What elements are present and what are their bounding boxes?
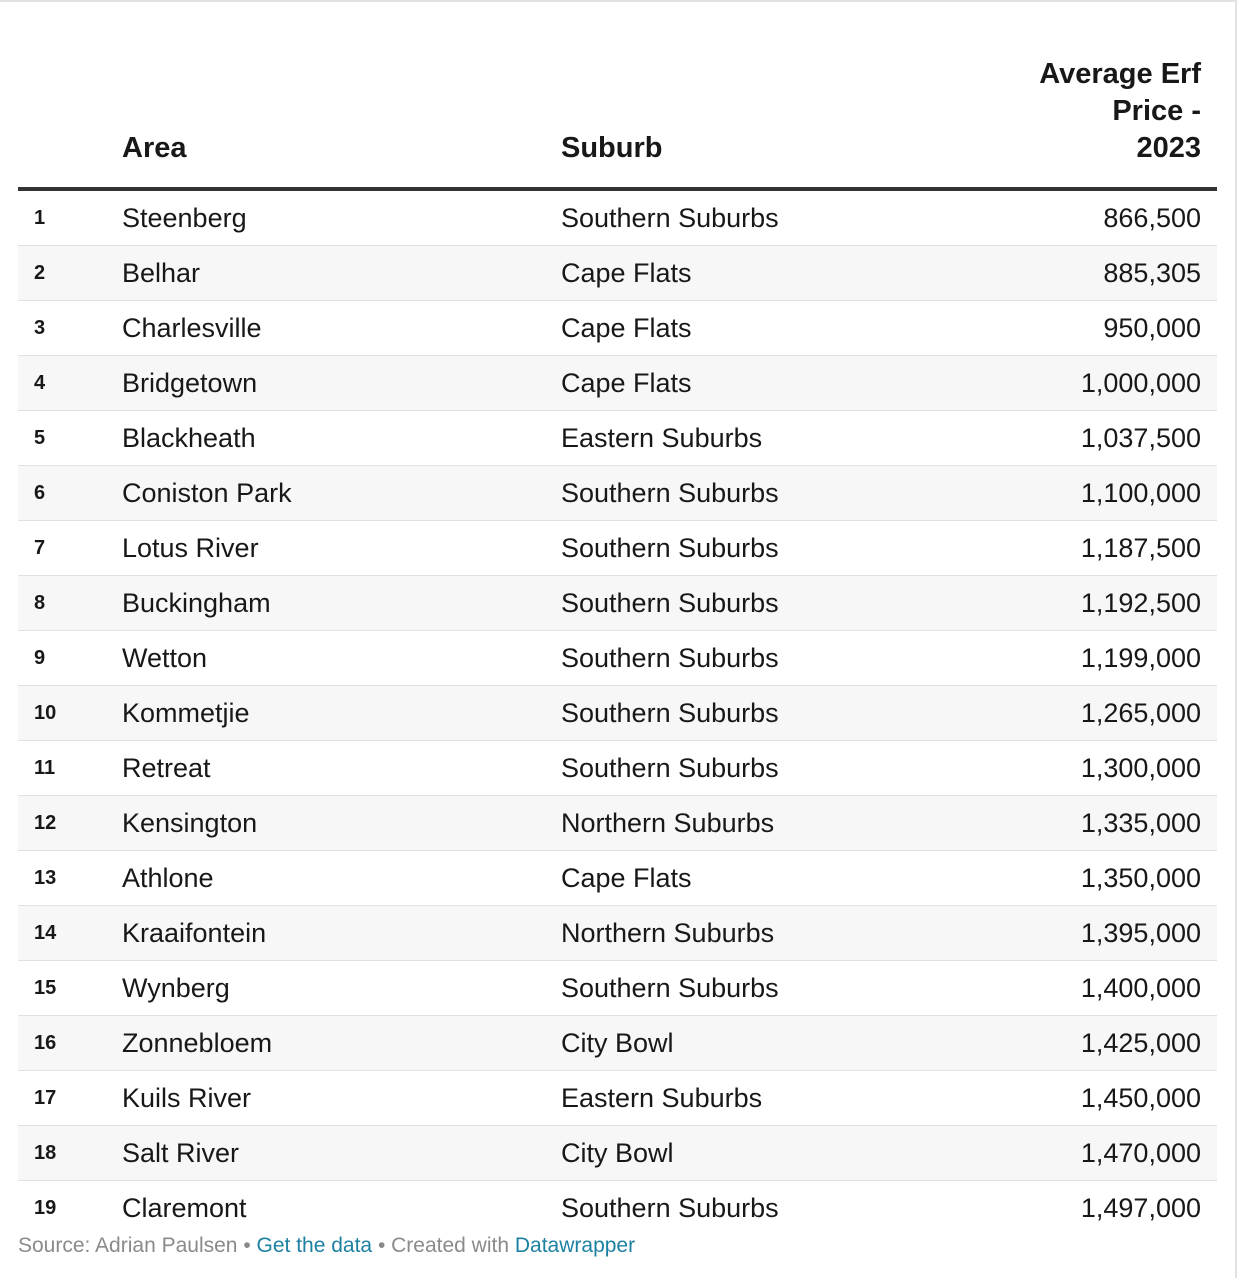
cell-suburb: Cape Flats <box>561 851 961 906</box>
cell-rank: 4 <box>18 356 122 411</box>
cell-suburb: City Bowl <box>561 1126 961 1181</box>
cell-area: Belhar <box>122 246 561 301</box>
cell-area: Lotus River <box>122 521 561 576</box>
column-header-suburb[interactable]: Suburb <box>561 56 961 189</box>
table-row <box>18 246 1217 301</box>
footer-source: Source: Adrian Paulsen <box>18 1234 238 1257</box>
column-header-price[interactable] <box>961 56 1217 189</box>
table-row <box>18 741 1217 796</box>
cell-price: 1,187,500 <box>961 521 1217 576</box>
cell-price: 1,199,000 <box>961 631 1217 686</box>
cell-price: 1,192,500 <box>961 576 1217 631</box>
cell-price: 866,500 <box>961 189 1217 246</box>
cell-suburb: Southern Suburbs <box>561 466 961 521</box>
table-row <box>18 1071 1217 1126</box>
cell-suburb: Southern Suburbs <box>561 189 961 246</box>
cell-rank: 7 <box>18 521 122 576</box>
cell-area: Claremont <box>122 1192 247 1223</box>
cell-price: 1,265,000 <box>961 686 1217 741</box>
cell-price: 1,400,000 <box>961 961 1217 1016</box>
cell-area: Wynberg <box>122 961 561 1016</box>
cell-suburb: Eastern Suburbs <box>561 411 961 466</box>
cell-rank: 19 <box>34 1196 57 1219</box>
cell-suburb: Southern Suburbs <box>561 631 961 686</box>
table-row <box>18 796 1217 851</box>
cell-rank: 15 <box>18 961 122 1016</box>
table-body <box>18 189 1217 1235</box>
cell-area: Bridgetown <box>122 356 561 411</box>
get-the-data-link[interactable]: Get the data <box>256 1234 373 1257</box>
table-row <box>18 686 1217 741</box>
cell-price: 885,305 <box>961 246 1217 301</box>
table-row <box>18 851 1217 906</box>
cell-rank: 16 <box>18 1016 122 1071</box>
cell-suburb: Southern Suburbs <box>561 576 961 631</box>
datawrapper-link[interactable]: Datawrapper <box>514 1234 636 1257</box>
footer-created-with: Created with <box>391 1234 510 1257</box>
cell-area: Retreat <box>122 741 561 796</box>
table-row <box>18 961 1217 1016</box>
cell-rank: 1 <box>18 189 122 246</box>
cell-price: 950,000 <box>961 301 1217 356</box>
cell-area: Kommetjie <box>122 686 561 741</box>
cell-area: Kuils River <box>122 1071 561 1126</box>
cell-rank: 13 <box>18 851 122 906</box>
cell-suburb: Southern Suburbs <box>561 1192 779 1223</box>
cell-area: Charlesville <box>122 301 561 356</box>
cell-area: Steenberg <box>122 189 561 246</box>
cell-rank: 6 <box>18 466 122 521</box>
cell-suburb: Southern Suburbs <box>561 686 961 741</box>
cell-price: 1,395,000 <box>961 906 1217 961</box>
table-header-row <box>18 56 1217 189</box>
cell-suburb: Southern Suburbs <box>561 741 961 796</box>
cell-price: 1,037,500 <box>961 411 1217 466</box>
cell-suburb: Cape Flats <box>561 356 961 411</box>
table-row <box>18 631 1217 686</box>
cell-rank: 2 <box>18 246 122 301</box>
table-row <box>18 576 1217 631</box>
table-row <box>18 189 1217 246</box>
table-row <box>18 906 1217 961</box>
table-row <box>18 356 1217 411</box>
cell-rank: 17 <box>18 1071 122 1126</box>
cell-area: Blackheath <box>122 411 561 466</box>
footer-separator: • <box>372 1234 392 1257</box>
cell-area: Salt River <box>122 1126 561 1181</box>
cell-area: Buckingham <box>122 576 561 631</box>
cell-suburb: Northern Suburbs <box>561 906 961 961</box>
footer-separator: • <box>237 1234 257 1257</box>
cell-price: 1,470,000 <box>961 1126 1217 1181</box>
column-header-price-line1: Average Erf Price - <box>1039 58 1201 127</box>
cell-price: 1,300,000 <box>961 741 1217 796</box>
cell-rank: 10 <box>18 686 122 741</box>
table-row <box>18 521 1217 576</box>
cell-price: 1,350,000 <box>961 851 1217 906</box>
cell-rank: 5 <box>18 411 122 466</box>
cell-suburb: Southern Suburbs <box>561 521 961 576</box>
cell-price: 1,335,000 <box>961 796 1217 851</box>
chart-footer <box>18 1234 635 1258</box>
cell-price: 1,425,000 <box>961 1016 1217 1071</box>
cell-suburb: Eastern Suburbs <box>561 1071 961 1126</box>
table-row <box>18 1126 1217 1181</box>
table-row <box>18 301 1217 356</box>
column-header-area[interactable]: Area <box>122 56 561 189</box>
cell-rank: 14 <box>18 906 122 961</box>
table-row <box>18 466 1217 521</box>
cell-suburb: City Bowl <box>561 1016 961 1071</box>
cell-area: Zonnebloem <box>122 1016 561 1071</box>
cell-suburb: Cape Flats <box>561 246 961 301</box>
column-header-rank[interactable] <box>18 56 122 189</box>
cell-rank: 11 <box>18 741 122 796</box>
cell-rank: 3 <box>18 301 122 356</box>
cell-price: 1,450,000 <box>961 1071 1217 1126</box>
cell-area: Athlone <box>122 851 561 906</box>
cell-area: Wetton <box>122 631 561 686</box>
cell-suburb: Cape Flats <box>561 301 961 356</box>
cell-price: 1,100,000 <box>961 466 1217 521</box>
cell-rank: 9 <box>18 631 122 686</box>
column-header-price-line2: 2023 <box>1136 132 1201 164</box>
cell-area: Kensington <box>122 796 561 851</box>
cell-price: 1,497,000 <box>1080 1192 1201 1223</box>
data-table-container <box>18 56 1217 1235</box>
cell-price: 1,000,000 <box>961 356 1217 411</box>
cell-area: Kraaifontein <box>122 906 561 961</box>
cell-rank: 8 <box>18 576 122 631</box>
cell-rank: 18 <box>18 1126 122 1181</box>
cell-area: Coniston Park <box>122 466 561 521</box>
table-row <box>18 1016 1217 1071</box>
cell-suburb: Southern Suburbs <box>561 961 961 1016</box>
cell-suburb: Northern Suburbs <box>561 796 961 851</box>
cell-rank: 12 <box>18 796 122 851</box>
data-table <box>18 56 1217 1235</box>
table-row <box>18 1181 1217 1236</box>
table-row <box>18 411 1217 466</box>
